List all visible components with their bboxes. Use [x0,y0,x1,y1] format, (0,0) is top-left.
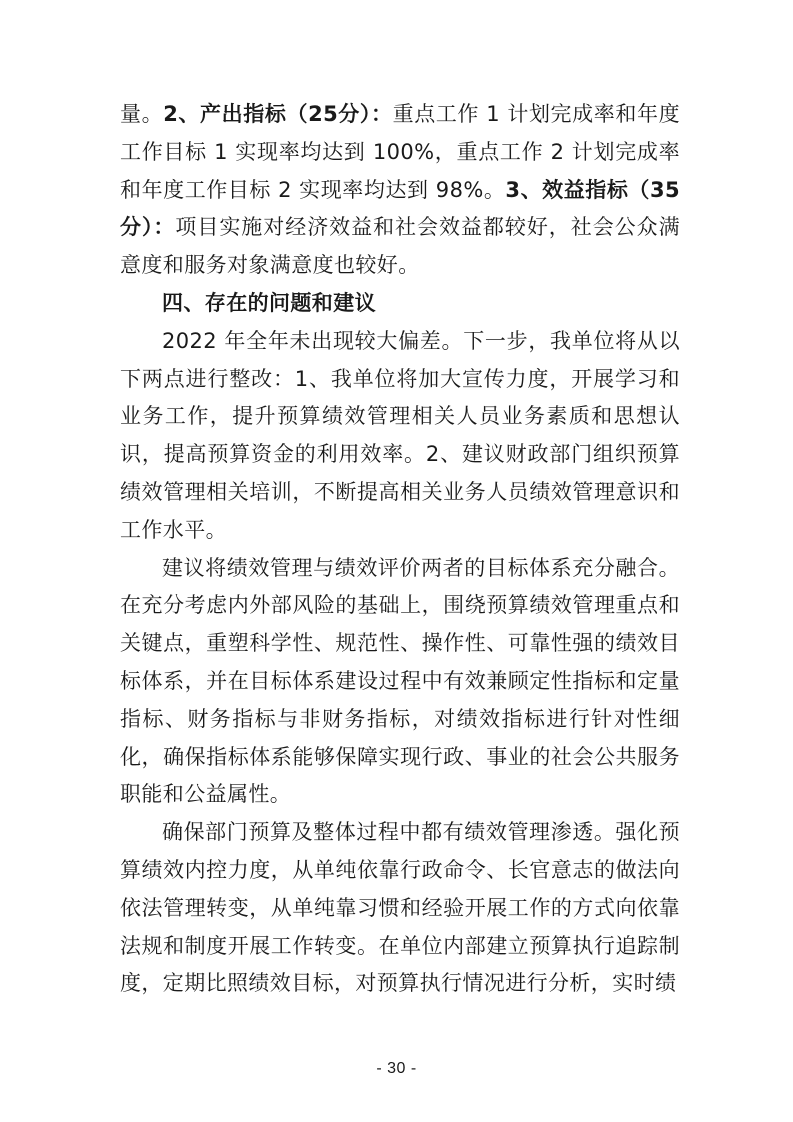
paragraph-internal-control: 确保部门预算及整体过程中都有绩效管理渗透。强化预算绩效内控力度，从单纯依靠行政命令、长官意志的做法向依法管理转变，从单纯靠习惯和经验开展工作的方式向依靠法规和制度开展工作转变。在单位内部建立预算执行追踪制度，定期比照绩效目标，对预算执行情况进行分析，实时绩 [120,820,680,996]
text-run: 重点工作 1 计划完成率和年度工作目标 1 实现率均达到 100%，重点工作 2 计划完成率和年度工作目标 2 实现率均达到 98%。 [120,102,680,202]
section-heading: 四、存在的问题和建议 [162,290,376,315]
page-number: - 30 - [376,1060,417,1077]
paragraph-target-system: 建议将绩效管理与绩效评价两者的目标体系充分融合。在充分考虑内外部风险的基础上，围绕预算绩效管理重点和关键点，重塑科学性、规范性、操作性、可靠性强的绩效目标体系，并在目标体系建设过程中有效兼顾定性指标和定量指标、财务指标与非财务指标，对绩效指标进行针对性细化，确保指标体系能够保障实现行政、事业的社会公共服务职能和公益属性。 [120,555,680,807]
bold-label-output-indicators: 2、产出指标（25分）： [163,102,393,126]
paragraph-indicators [120,96,680,285]
text-run: 量。 [120,102,164,126]
paragraph-rectification: 2022 年全年未出现较大偏差。下一步，我单位将从以下两点进行整改：1、我单位将加大宣传力度，开展学习和业务工作，提升预算绩效管理相关人员业务素质和思想认识，提高预算资金的利用效率。2、建议财政部门组织预算绩效管理相关培训，不断提高相关业务人员绩效管理意识和工作水平。 [120,328,680,542]
document-body [120,96,680,1003]
text-run: 项目实施对经济效益和社会效益都较好，社会公众满意度和服务对象满意度也较好。 [120,215,681,278]
bold-label-benefit-indicators: 3、效益指标（35分）： [120,177,681,240]
